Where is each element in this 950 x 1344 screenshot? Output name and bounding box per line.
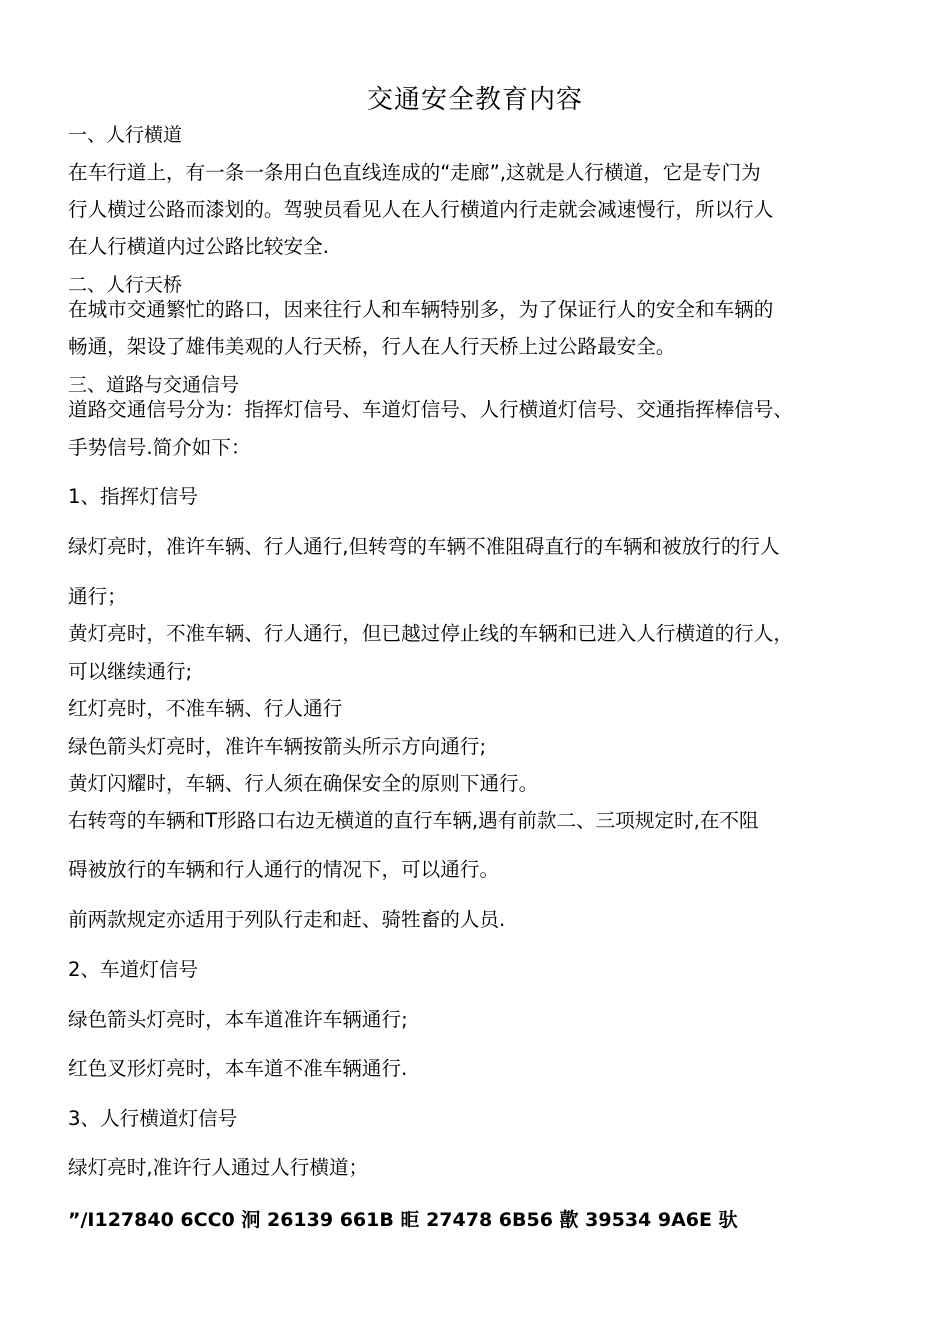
paragraph-line: 畅通，架设了雄伟美观的人行天桥，行人在人行天桥上过公路最安全。 (68, 335, 676, 358)
subheading-command-light: 1、指挥灯信号 (68, 485, 199, 508)
paragraph-line: 绿灯亮时,准许行人通过人行横道； (68, 1156, 369, 1179)
paragraph-line: 绿色箭头灯亮时，本车道准许车辆通行; (68, 1008, 408, 1031)
paragraph-line: 红色叉形灯亮时，本车道不准车辆通行. (68, 1057, 408, 1080)
section-heading-overpass: 二、人行天桥 (68, 274, 183, 296)
subheading-lane-light: 2、车道灯信号 (68, 958, 199, 981)
paragraph-line: 在人行横道内过公路比较安全. (68, 235, 329, 258)
paragraph-line: 黄灯亮时，不准车辆、行人通行，但已越过停止线的车辆和已进入人行横道的行人， (68, 622, 793, 645)
subheading-crosswalk-light: 3、人行横道灯信号 (68, 1107, 238, 1130)
paragraph-line: 道路交通信号分为：指挥灯信号、车道灯信号、人行横道灯信号、交通指挥棒信号、 (68, 398, 793, 421)
section-heading-signals: 三、道路与交通信号 (68, 374, 240, 396)
paragraph-line: 行人横过公路而漆划的。驾驶员看见人在人行横道内行走就会减速慢行，所以行人 (68, 198, 774, 221)
paragraph-line: 绿色箭头灯亮时，准许车辆按箭头所示方向通行; (68, 735, 487, 758)
garbled-code-line: ”/I127840 6CC0 泂 26139 661B 昛 27478 6B56 歖 39534 9A6E 驮 (68, 1209, 738, 1231)
paragraph-line: 可以继续通行; (68, 660, 193, 683)
paragraph-line: 通行； (68, 585, 127, 608)
document-title: 交通安全教育内容 (366, 85, 583, 115)
paragraph-line: 黄灯闪耀时，车辆、行人须在确保安全的原则下通行。 (68, 772, 539, 795)
paragraph-line: 绿灯亮时，准许车辆、行人通行,但转弯的车辆不准阻碍直行的车辆和被放行的行人 (68, 535, 780, 558)
paragraph-line: 在车行道上，有一条一条用白色直线连成的“走廊”,这就是人行横道，它是专门为 (68, 161, 761, 184)
paragraph-line: 右转弯的车辆和T形路口右边无横道的直行车辆,遇有前款二、三项规定时,在不阻 (68, 809, 759, 832)
section-heading-crosswalk: 一、人行横道 (68, 124, 183, 146)
paragraph-line: 在城市交通繁忙的路口，因来往行人和车辆特别多，为了保证行人的安全和车辆的 (68, 298, 774, 321)
paragraph-line: 碍被放行的车辆和行人通行的情况下，可以通行。 (68, 858, 500, 881)
paragraph-line: 手势信号.简介如下： (68, 436, 251, 459)
paragraph-line: 前两款规定亦适用于列队行走和赶、骑牲畜的人员. (68, 908, 506, 931)
paragraph-line: 红灯亮时，不准车辆、行人通行 (68, 697, 343, 720)
